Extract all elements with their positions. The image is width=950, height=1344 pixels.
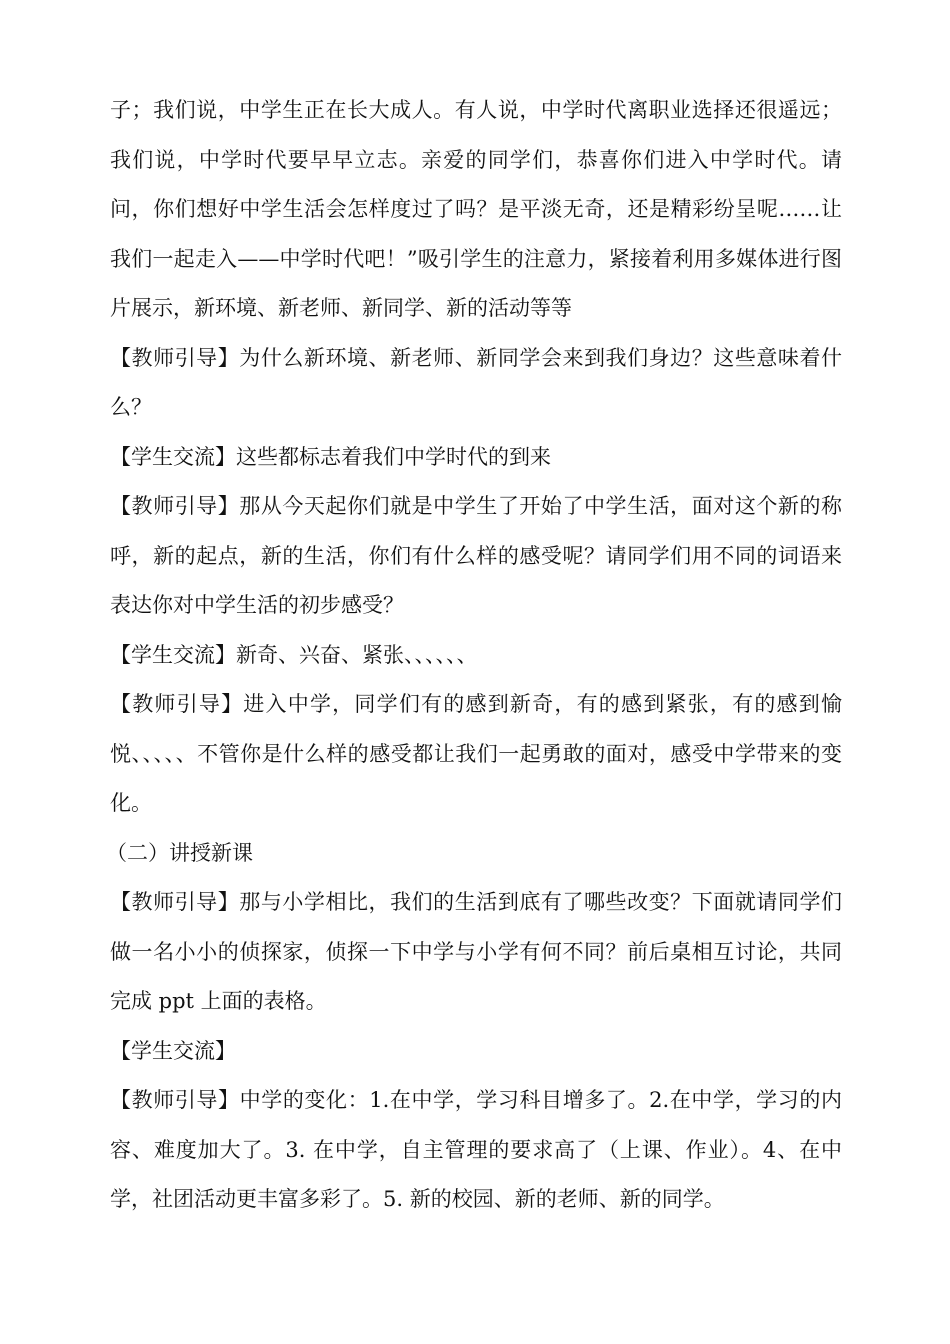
paragraph-teacher-guide-3: 【教师引导】进入中学，同学们有的感到新奇，有的感到紧张，有的感到愉悦、、、、、不管你是什么样的感受都让我们一起勇敢的面对，感受中学带来的变化。 (110, 692, 842, 815)
paragraph-student-exchange-3: 【学生交流】 (110, 1038, 236, 1063)
document-page (106, 86, 842, 1225)
paragraph-teacher-guide-5: 【教师引导】中学的变化：1.在中学，学习科目增多了。2.在中学，学习的内容、难度加大了。3. 在中学，自主管理的要求高了（上课、作业）。4、在中学，社团活动更丰富多彩了。5. 新的校园、新的老师、新的同学。 (110, 1088, 842, 1211)
paragraph-student-exchange-1: 【学生交流】这些都标志着我们中学时代的到来 (110, 444, 551, 469)
paragraph-intro-continuation: 子；我们说，中学生正在长大成人。有人说，中学时代离职业选择还很遥远；我们说，中学时代要早早立志。亲爱的同学们，恭喜你们进入中学时代。请问，你们想好中学生活会怎样度过了吗？是平淡无奇，还是精彩纷呈呢……让我们一起走入——中学时代吧！”吸引学生的注意力，紧接着利用多媒体进行图片展示，新环境、新老师、新同学、新的活动等等 (110, 98, 842, 320)
paragraph-teacher-guide-1: 【教师引导】为什么新环境、新老师、新同学会来到我们身边？这些意味着什么？ (110, 345, 842, 419)
paragraph-teacher-guide-2: 【教师引导】那从今天起你们就是中学生了开始了中学生活，面对这个新的称呼，新的起点，新的生活，你们有什么样的感受呢？请同学们用不同的词语来表达你对中学生活的初步感受？ (110, 494, 842, 617)
paragraph-teacher-guide-4: 【教师引导】那与小学相比，我们的生活到底有了哪些改变？下面就请同学们做一名小小的侦探家，侦探一下中学与小学有何不同？前后桌相互讨论，共同完成 ppt 上面的表格。 (110, 890, 842, 1013)
paragraph-student-exchange-2: 【学生交流】新奇、兴奋、紧张、、、、、、 (110, 642, 478, 667)
section-heading-new-lesson: （二）讲授新课 (106, 840, 253, 865)
